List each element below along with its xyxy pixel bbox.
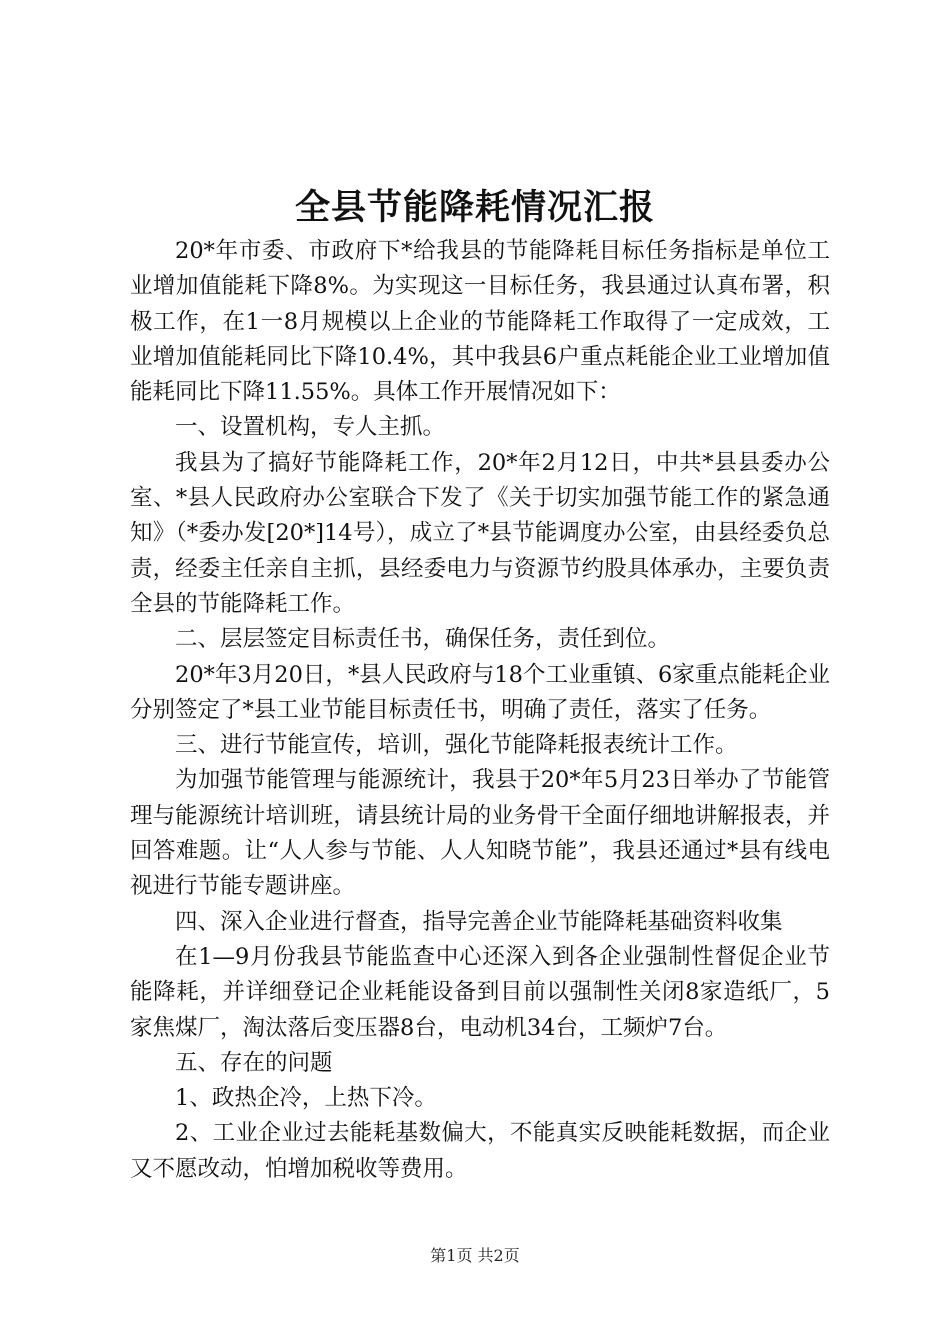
section-heading-4: 四、深入企业进行督查，指导完善企业节能降耗基础资料收集 xyxy=(175,908,783,935)
paragraph-section-2: 20*年3月20日，*县人民政府与18个工业重镇、6家重点能耗企业分别签定了*县工业节能目标责任书，明确了责任，落实了任务。 xyxy=(130,661,830,723)
section-heading-5: 五、存在的问题 xyxy=(175,1049,333,1076)
paragraph-intro: 20*年市委、市政府下*给我县的节能降耗目标任务指标是单位工业增加值能耗下降8%。为实现这一目标任务，我县通过认真布署，积极工作，在1一8月规模以上企业的节能降耗工作取得了一定成效，工业增加值能耗同比下降10.4%，其中我县6户重点耗能企业工业增加值能耗同比下降11.55%。具体工作开展情况如下： xyxy=(130,238,830,406)
paragraph-section-3: 为加强节能管理与能源统计，我县于20*年5月23日举办了节能管理与能源统计培训班，请县统计局的业务骨干全面仔细地讲解报表，并回答难题。让“人人参与节能、人人知晓节能”，我县还通过*县有线电视进行节能专题讲座。 xyxy=(130,767,830,900)
page-number-footer: 第1页 共2页 xyxy=(430,1246,520,1265)
section-heading-3: 三、进行节能宣传，培训，强化节能降耗报表统计工作。 xyxy=(175,732,738,759)
paragraph-section-4: 在1—9月份我县节能监查中心还深入到各企业强制性督促企业节能降耗，并详细登记企业耗能设备到目前以强制性关闭8家造纸厂，5家焦煤厂，淘汰落后变压器8台，电动机34台，工频炉7台。 xyxy=(130,943,830,1041)
document-title: 全县节能降耗情况汇报 xyxy=(294,187,655,228)
document-body xyxy=(130,234,830,1187)
problem-item-2: 2、工业企业过去能耗基数偏大，不能真实反映能耗数据，而企业又不愿改动，怕增加税收等费用。 xyxy=(130,1120,830,1182)
section-heading-1: 一、设置机构，专人主抓。 xyxy=(175,414,446,441)
section-heading-2: 二、层层签定目标责任书，确保任务，责任到位。 xyxy=(175,626,671,653)
paragraph-section-1: 我县为了搞好节能降耗工作，20*年2月12日，中共*县县委办公室、*县人民政府办公室联合下发了《关于切实加强节能工作的紧急通知》（*委办发[20*]14号），成立了*县节能调度办公室，由县经委负总责，经委主任亲自主抓，县经委电力与资源节约股具体承办，主要负责全县的节能降耗工作。 xyxy=(130,449,830,617)
problem-item-1: 1、政热企冷，上热下冷。 xyxy=(175,1085,437,1112)
